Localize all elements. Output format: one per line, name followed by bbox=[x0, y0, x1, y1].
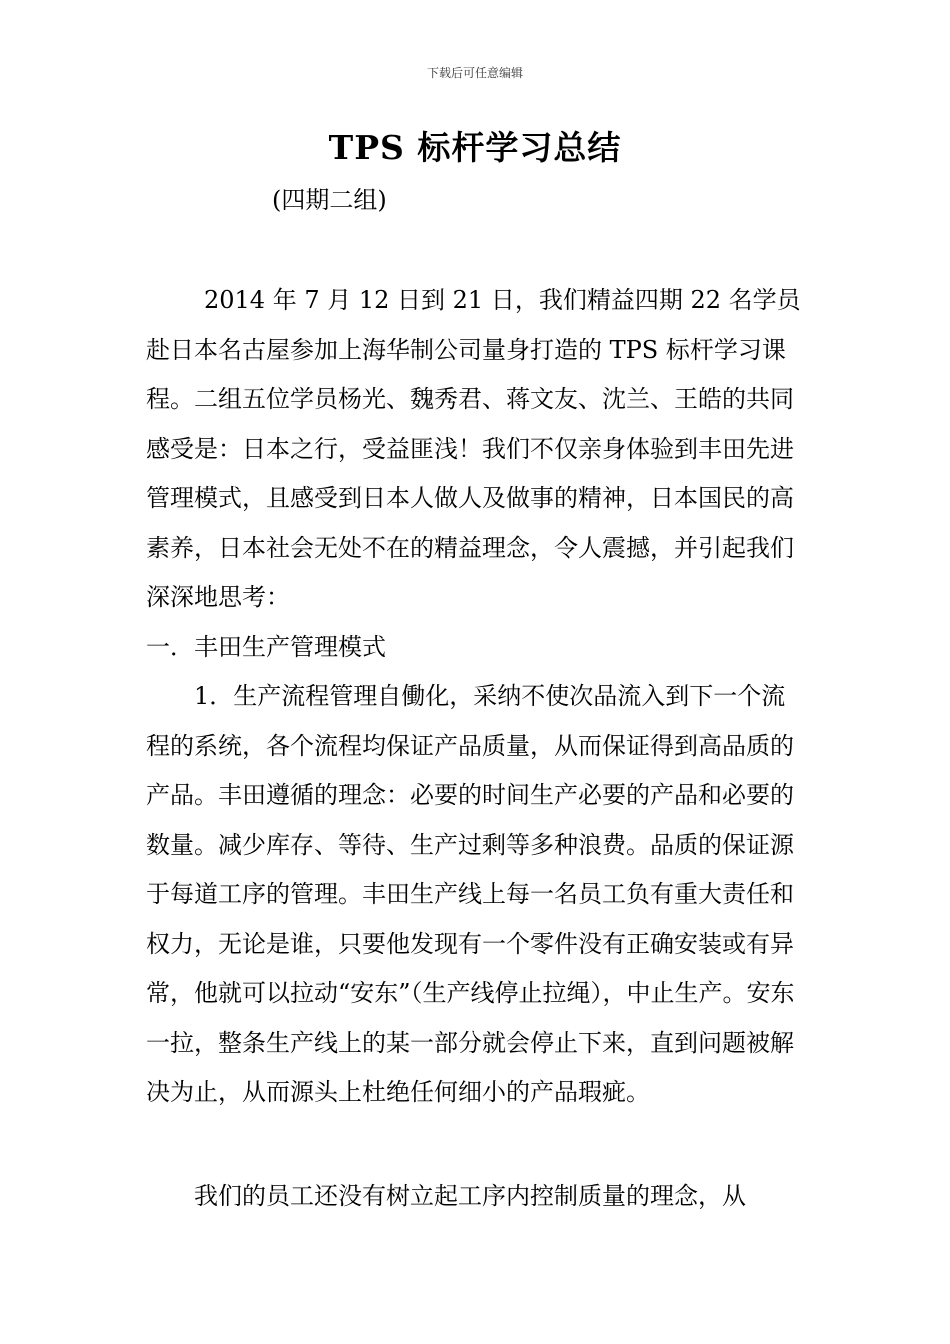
paragraph-our-staff: 我们的员工还没有树立起工序内控制质量的理念，从 bbox=[194, 1182, 746, 1210]
paragraph-jidoka: 1．生产流程管理自働化，采纳不使次品流入到下一个流程的系统，各个流程均保证产品质量，从而保证得到高品质的产品。丰田遵循的理念：必要的时间生产必要的产品和必要的数量。减少库存、等待、生产过剩等多种浪费。品质的保证源于每道工序的管理。丰田生产线上每一名员工负有重大责任和权力，无论是谁，只要他发现有一个零件没有正确安装或有异常，他就可以拉动“安东”（生产线停止拉绳），中止生产。安东一拉，整条生产线上的某一部分就会停止下来，直到问题被解决为止，从而源头上杜绝任何细小的产品瑕疵。 bbox=[146, 682, 795, 1106]
document-subtitle: (四期二组) bbox=[272, 186, 387, 214]
document-title: TPS 标杆学习总结 bbox=[328, 128, 622, 167]
page-header-note: 下载后可任意编辑 bbox=[426, 66, 523, 80]
paragraph-intro: 2014 年 7 月 12 日到 21 日，我们精益四期 22 名学员赴日本名古屋参加上海华制公司量身打造的 TPS 标杆学习课程。二组五位学员杨光、魏秀君、蒋文友、沈兰、王皓的共同感受是：日本之行，受益匪浅！我们不仅亲身体验到丰田先进管理模式，且感受到日本人做人及做事的精神，日本国民的高素养，日本社会无处不在的精益理念，令人震撼，并引起我们深深地思考： bbox=[146, 286, 801, 611]
section-heading-toyota-production: 一．丰田生产管理模式 bbox=[146, 633, 386, 661]
